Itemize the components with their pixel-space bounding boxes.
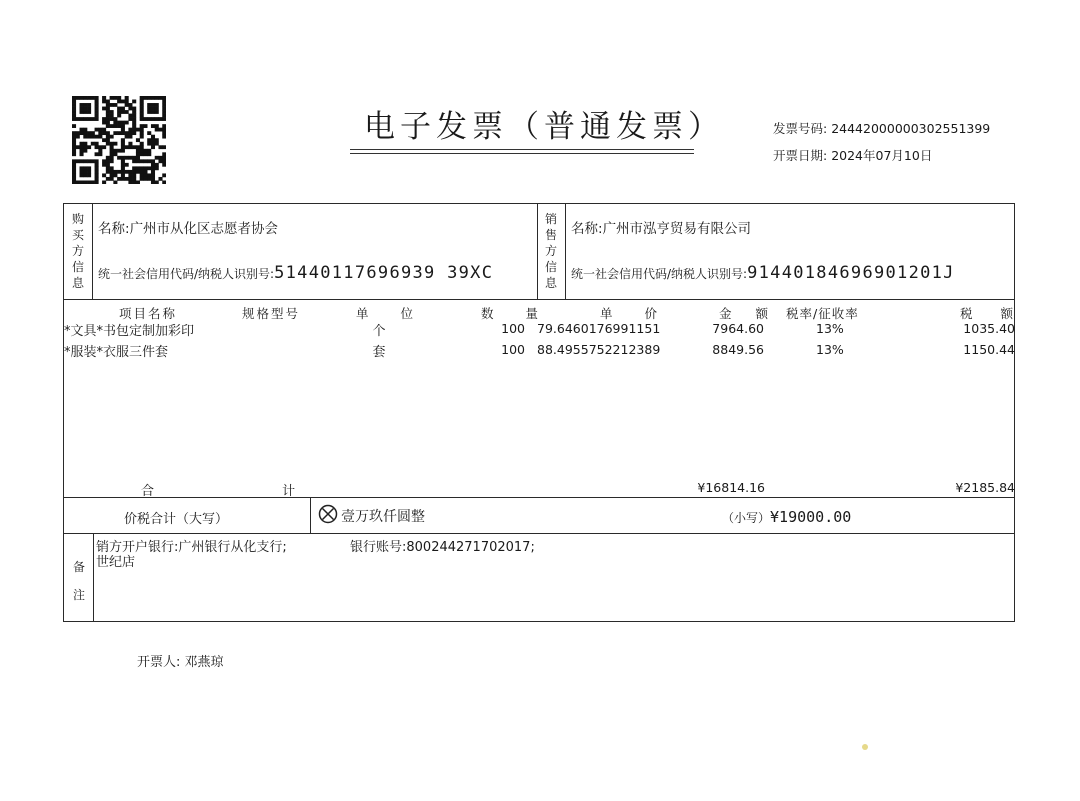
item-price: 79.6460176991151 bbox=[537, 321, 661, 336]
seller-code-label: 统一社会信用代码/纳税人识别号: bbox=[571, 267, 748, 281]
buyer-code-label: 统一社会信用代码/纳税人识别号: bbox=[98, 267, 275, 281]
remarks-store: 世纪店 bbox=[96, 555, 136, 570]
item-qty: 100 bbox=[501, 342, 525, 357]
item-amount: 8849.56 bbox=[712, 342, 764, 357]
invoice-number-row bbox=[773, 119, 990, 137]
totals-tax: ¥2185.84 bbox=[955, 480, 1015, 495]
item-name: *文具*书包定制加彩印 bbox=[64, 324, 195, 339]
totals-amount: ¥16814.16 bbox=[697, 480, 765, 495]
buyer-name-row bbox=[98, 217, 278, 237]
issuer-row bbox=[137, 651, 224, 670]
invoice-number-label: 发票号码: bbox=[773, 121, 828, 136]
item-amount: 7964.60 bbox=[712, 321, 764, 336]
qr-code bbox=[72, 96, 166, 184]
invoice-number: 24442000000302551399 bbox=[831, 121, 991, 136]
issuer-label: 开票人: bbox=[137, 655, 181, 670]
header-spec: 规格型号 bbox=[242, 306, 301, 321]
seller-code-row bbox=[571, 263, 955, 283]
grand-total-words: 壹万玖仟圆整 bbox=[341, 509, 425, 525]
item-name: *服装*衣服三件套 bbox=[64, 345, 169, 360]
crossed-circle-icon bbox=[318, 504, 338, 524]
header-unit: 单 位 bbox=[356, 306, 427, 321]
party-bottom-rule bbox=[63, 299, 1015, 300]
paper-mark bbox=[862, 744, 868, 750]
party-divider bbox=[537, 203, 538, 299]
buyer-code: 51440117696939 39XC bbox=[274, 263, 494, 283]
remarks-bank: 销方开户银行:广州银行从化支行; bbox=[96, 540, 287, 555]
remarks-side-label: 备注 bbox=[72, 560, 85, 602]
header-item-name: 项目名称 bbox=[119, 306, 178, 321]
seller-side-label: 销售方信息 bbox=[544, 212, 557, 290]
grand-total-bottom-rule bbox=[63, 533, 1015, 534]
buyer-name: 广州市从化区志愿者协会 bbox=[129, 221, 279, 237]
seller-name-label: 名称: bbox=[571, 221, 603, 237]
invoice-date: 2024年07月10日 bbox=[831, 148, 933, 163]
header-tax: 税 额 bbox=[960, 306, 1025, 321]
remarks-account: 银行账号:800244271702017; bbox=[350, 540, 535, 555]
grand-total-divider bbox=[310, 497, 311, 533]
item-unit: 个 bbox=[372, 324, 386, 339]
seller-label-divider bbox=[565, 203, 566, 299]
buyer-code-row bbox=[98, 263, 493, 283]
buyer-label-divider bbox=[92, 203, 93, 299]
header-rate: 税率/征收率 bbox=[786, 306, 859, 321]
header-amount: 金 额 bbox=[719, 306, 778, 321]
item-qty: 100 bbox=[501, 321, 525, 336]
buyer-side-label: 购买方信息 bbox=[71, 212, 84, 290]
item-tax: 1150.44 bbox=[963, 342, 1015, 357]
item-rate: 13% bbox=[816, 321, 844, 336]
item-unit: 套 bbox=[372, 345, 386, 360]
header-price: 单 价 bbox=[600, 306, 671, 321]
invoice-title: 电子发票（普通发票） bbox=[364, 109, 724, 145]
grand-total-label: 价税合计（大写） bbox=[124, 512, 229, 527]
invoice-date-row bbox=[773, 146, 932, 164]
item-price: 88.4955752212389 bbox=[537, 342, 661, 357]
seller-code: 91440184696901201J bbox=[747, 263, 955, 283]
header-qty: 数 量 bbox=[481, 306, 552, 321]
title-underline bbox=[350, 149, 694, 150]
totals-label: 合 计 bbox=[141, 484, 358, 499]
grand-total-small-label: （小写） bbox=[722, 511, 771, 525]
seller-name-row bbox=[571, 217, 751, 237]
grand-total-small-value: ¥19000.00 bbox=[770, 508, 852, 526]
issuer-name: 邓燕琼 bbox=[184, 655, 224, 670]
buyer-name-label: 名称: bbox=[98, 221, 130, 237]
invoice-date-label: 开票日期: bbox=[773, 148, 828, 163]
item-rate: 13% bbox=[816, 342, 844, 357]
item-tax: 1035.40 bbox=[963, 321, 1015, 336]
seller-name: 广州市泓亨贸易有限公司 bbox=[602, 221, 752, 237]
remarks-label-divider bbox=[93, 533, 94, 622]
title-underline-2 bbox=[350, 153, 694, 154]
grand-total-small-row bbox=[722, 507, 851, 526]
